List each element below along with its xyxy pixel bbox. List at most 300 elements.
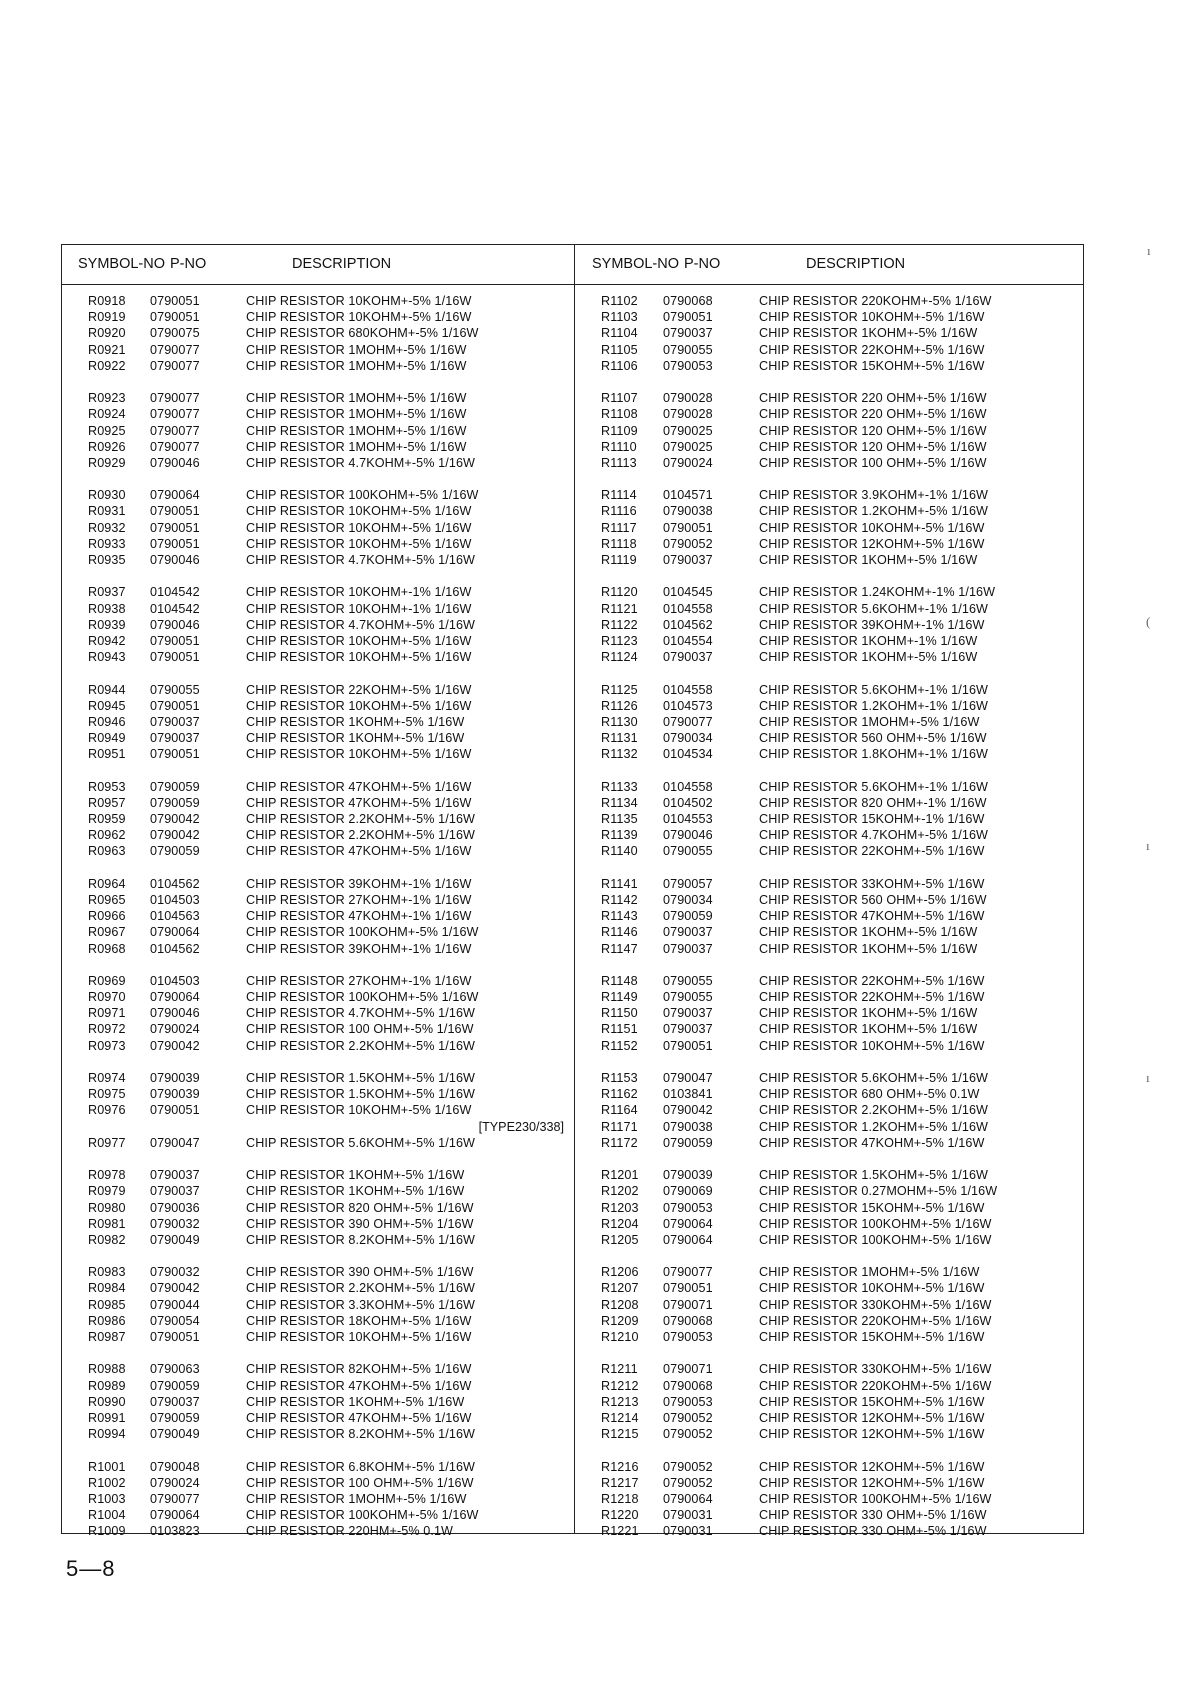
symbol-no: R1143 xyxy=(601,909,638,924)
page-number: 5—8 xyxy=(66,1556,116,1581)
description: CHIP RESISTOR 1MOHM+-5% 1/16W xyxy=(246,358,467,373)
description: CHIP RESISTOR 33KOHM+-5% 1/16W xyxy=(759,876,985,891)
description: CHIP RESISTOR 47KOHM+-5% 1/16W xyxy=(246,1378,472,1393)
table-row xyxy=(601,1410,1079,1426)
description: CHIP RESISTOR 12KOHM+-5% 1/16W xyxy=(759,1427,985,1442)
part-no: 0790034 xyxy=(663,892,713,907)
part-no: 0790051 xyxy=(150,650,200,665)
part-no: 0790064 xyxy=(663,1491,713,1506)
symbol-no: R1214 xyxy=(601,1410,639,1425)
description: CHIP RESISTOR 330KOHM+-5% 1/16W xyxy=(759,1297,992,1312)
symbol-no: R0933 xyxy=(88,536,126,551)
table-row xyxy=(601,924,1079,940)
description: CHIP RESISTOR 5.6KOHM+-5% 1/16W xyxy=(246,1135,476,1150)
symbol-no: R1141 xyxy=(601,876,638,891)
table-row xyxy=(601,1021,1079,1037)
part-no: 0790059 xyxy=(663,909,713,924)
symbol-no: R1103 xyxy=(601,310,638,325)
symbol-no: R1142 xyxy=(601,892,638,907)
table-row xyxy=(601,1183,1079,1199)
group-spacer xyxy=(88,665,566,681)
part-no: 0790077 xyxy=(150,407,200,422)
left-column xyxy=(88,293,566,1539)
part-no: 0104562 xyxy=(150,941,200,956)
table-row xyxy=(88,892,566,908)
table-row xyxy=(88,1183,566,1199)
table-row xyxy=(601,682,1079,698)
table-row xyxy=(601,827,1079,843)
table-row xyxy=(88,1102,566,1118)
description: CHIP RESISTOR 2.2KOHM+-5% 1/16W xyxy=(246,812,476,826)
symbol-no: R0926 xyxy=(88,439,126,454)
symbol-no: R1116 xyxy=(601,504,637,519)
description: CHIP RESISTOR 2.2KOHM+-5% 1/16W xyxy=(246,1281,476,1296)
table-row xyxy=(88,682,566,698)
table-row xyxy=(88,973,566,989)
part-no: 0790055 xyxy=(150,682,200,697)
symbol-no: R1220 xyxy=(601,1508,639,1523)
part-no: 0790036 xyxy=(150,1200,200,1215)
group-spacer xyxy=(601,471,1079,487)
table-row xyxy=(601,439,1079,455)
symbol-no: R0963 xyxy=(88,844,126,859)
symbol-no: R0991 xyxy=(88,1410,126,1425)
description: CHIP RESISTOR 39KOHM+-1% 1/16W xyxy=(759,617,985,632)
symbol-no: R1107 xyxy=(601,391,638,406)
group-spacer xyxy=(88,374,566,390)
part-no: 0790052 xyxy=(663,1475,713,1490)
group-spacer xyxy=(601,568,1079,584)
right-header-description: DESCRIPTION xyxy=(806,256,906,272)
symbol-no: R1104 xyxy=(601,326,638,341)
part-no: 0790051 xyxy=(150,504,200,519)
part-no: 0790055 xyxy=(663,342,713,357)
group-spacer xyxy=(88,568,566,584)
table-row xyxy=(601,455,1079,471)
description: CHIP RESISTOR 1MOHM+-5% 1/16W xyxy=(246,342,467,357)
group-spacer xyxy=(601,1054,1079,1070)
part-no: 0790032 xyxy=(150,1265,200,1280)
part-no: 0790047 xyxy=(663,1071,713,1085)
part-no: 0790038 xyxy=(663,1119,713,1134)
part-no: 0790047 xyxy=(150,1135,200,1150)
description: CHIP RESISTOR 15KOHM+-5% 1/16W xyxy=(759,1200,985,1215)
table-row xyxy=(88,698,566,714)
description: CHIP RESISTOR 1MOHM+-5% 1/16W xyxy=(246,391,467,406)
description: CHIP RESISTOR 10KOHM+-5% 1/16W xyxy=(246,633,472,648)
symbol-no: R1117 xyxy=(601,520,637,535)
symbol-no: R1106 xyxy=(601,358,638,373)
part-no: 0104571 xyxy=(663,488,713,503)
description: CHIP RESISTOR 10KOHM+-1% 1/16W xyxy=(246,585,472,600)
table-row xyxy=(601,1280,1079,1296)
symbol-no: R1001 xyxy=(88,1459,126,1474)
symbol-no: R1123 xyxy=(601,633,638,648)
description: CHIP RESISTOR 1KOHM+-5% 1/16W xyxy=(246,714,465,729)
table-row xyxy=(88,1216,566,1232)
description: CHIP RESISTOR 1MOHM+-5% 1/16W xyxy=(246,407,467,422)
part-no: 0790068 xyxy=(663,1313,713,1328)
table-row xyxy=(88,908,566,924)
part-no: 0790034 xyxy=(663,731,713,746)
symbol-no: R1139 xyxy=(601,828,638,843)
part-no: 0790051 xyxy=(150,520,200,535)
part-no: 0790048 xyxy=(150,1459,200,1474)
part-no: 0790024 xyxy=(150,1022,200,1037)
table-row xyxy=(88,924,566,940)
symbol-no: R0965 xyxy=(88,892,126,907)
part-no: 0790046 xyxy=(150,553,200,567)
symbol-no: R1217 xyxy=(601,1475,639,1490)
description: CHIP RESISTOR 3.3KOHM+-5% 1/16W xyxy=(246,1297,476,1312)
description: CHIP RESISTOR 10KOHM+-5% 1/16W xyxy=(246,310,472,325)
part-no: 0790059 xyxy=(150,1410,200,1425)
description: CHIP RESISTOR 2.2KOHM+-5% 1/16W xyxy=(246,1038,476,1053)
symbol-no: R1133 xyxy=(601,779,638,794)
group-spacer xyxy=(601,1248,1079,1264)
table-row xyxy=(601,552,1079,568)
table-row xyxy=(601,325,1079,341)
part-no: 0790032 xyxy=(150,1216,200,1231)
table-row xyxy=(88,1394,566,1410)
description: CHIP RESISTOR 3.9KOHM+-1% 1/16W xyxy=(759,488,989,503)
description: CHIP RESISTOR 12KOHM+-5% 1/16W xyxy=(759,1459,985,1474)
part-no: 0790064 xyxy=(150,488,200,503)
symbol-no: R0988 xyxy=(88,1362,126,1377)
part-no: 0790059 xyxy=(150,844,200,859)
table-row xyxy=(601,941,1079,957)
description: CHIP RESISTOR 220KOHM+-5% 1/16W xyxy=(759,1378,992,1393)
part-no: 0790064 xyxy=(150,925,200,940)
symbol-no: R0984 xyxy=(88,1281,126,1296)
part-no: 0790037 xyxy=(663,941,713,956)
description: CHIP RESISTOR 1MOHM+-5% 1/16W xyxy=(246,1491,467,1506)
symbol-no: R1125 xyxy=(601,682,638,697)
symbol-no: R1205 xyxy=(601,1232,639,1247)
table-row xyxy=(601,779,1079,795)
description: CHIP RESISTOR 1.5KOHM+-5% 1/16W xyxy=(246,1087,476,1102)
symbol-no: R0923 xyxy=(88,391,126,406)
description: CHIP RESISTOR 47KOHM+-5% 1/16W xyxy=(246,779,472,794)
right-header-pno: P-NO xyxy=(684,256,721,272)
table-row xyxy=(601,406,1079,422)
group-spacer xyxy=(88,1442,566,1458)
table-row xyxy=(601,892,1079,908)
table-row xyxy=(88,439,566,455)
part-no: 0790064 xyxy=(663,1232,713,1247)
description: CHIP RESISTOR 15KOHM+-5% 1/16W xyxy=(759,1330,985,1344)
symbol-no: R1135 xyxy=(601,812,638,826)
group-spacer xyxy=(601,1442,1079,1458)
table-row xyxy=(601,1475,1079,1491)
part-no: 0790025 xyxy=(663,439,713,454)
part-no: 0790046 xyxy=(150,455,200,470)
description: CHIP RESISTOR 2.2KOHM+-5% 1/16W xyxy=(246,828,476,843)
right-column xyxy=(601,293,1079,1539)
description: CHIP RESISTOR 1MOHM+-5% 1/16W xyxy=(759,714,980,729)
description: CHIP RESISTOR 10KOHM+-5% 1/16W xyxy=(759,1281,985,1296)
part-no: 0790049 xyxy=(150,1232,200,1247)
symbol-no: R1134 xyxy=(601,795,638,810)
table-row xyxy=(601,633,1079,649)
part-no: 0103841 xyxy=(663,1087,713,1102)
symbol-no: R1215 xyxy=(601,1427,639,1442)
part-no: 0790051 xyxy=(150,1330,200,1344)
table-row xyxy=(601,1038,1079,1054)
part-no: 0790037 xyxy=(663,650,713,665)
table-row xyxy=(601,1200,1079,1216)
description: CHIP RESISTOR 330 OHM+-5% 1/16W xyxy=(759,1508,987,1523)
part-no: 0790077 xyxy=(150,342,200,357)
symbol-no: R1213 xyxy=(601,1394,639,1409)
part-no: 0790038 xyxy=(663,504,713,519)
description: CHIP RESISTOR 22KOHM+-5% 1/16W xyxy=(759,973,985,988)
part-no: 0790077 xyxy=(150,1491,200,1506)
description: CHIP RESISTOR 100KOHM+-5% 1/16W xyxy=(759,1216,992,1231)
description: CHIP RESISTOR 12KOHM+-5% 1/16W xyxy=(759,536,985,551)
symbol-no: R0968 xyxy=(88,941,126,956)
part-no: 0790046 xyxy=(150,617,200,632)
table-row xyxy=(88,811,566,827)
description: CHIP RESISTOR 1MOHM+-5% 1/16W xyxy=(246,423,467,438)
symbol-no: R0976 xyxy=(88,1103,126,1118)
part-no: 0790055 xyxy=(663,973,713,988)
part-no: 0104553 xyxy=(663,812,713,826)
table-row xyxy=(601,1361,1079,1377)
table-row xyxy=(88,390,566,406)
table-row xyxy=(601,876,1079,892)
part-no: 0790051 xyxy=(150,536,200,551)
symbol-no: R1114 xyxy=(601,488,637,503)
group-spacer xyxy=(88,1248,566,1264)
symbol-no: R1204 xyxy=(601,1216,639,1231)
symbol-no: R0977 xyxy=(88,1135,126,1150)
part-no: 0790059 xyxy=(663,1135,713,1150)
table-row xyxy=(601,714,1079,730)
symbol-no: R1207 xyxy=(601,1281,639,1296)
symbol-no: R1152 xyxy=(601,1038,638,1053)
part-no: 0104554 xyxy=(663,633,713,648)
table-row xyxy=(88,1005,566,1021)
description: CHIP RESISTOR 1KOHM+-5% 1/16W xyxy=(246,1184,465,1199)
description: CHIP RESISTOR 5.6KOHM+-1% 1/16W xyxy=(759,601,989,616)
description: CHIP RESISTOR 220HM+-5% 0.1W xyxy=(246,1524,454,1539)
part-no: 0104558 xyxy=(663,601,713,616)
description: CHIP RESISTOR 47KOHM+-1% 1/16W xyxy=(246,909,472,924)
description: CHIP RESISTOR 27KOHM+-1% 1/16W xyxy=(246,973,472,988)
symbol-no: R0931 xyxy=(88,504,126,519)
scan-mark: ı xyxy=(1147,243,1151,258)
symbol-no: R1153 xyxy=(601,1071,638,1085)
part-no: 0790024 xyxy=(150,1475,200,1490)
symbol-no: R0994 xyxy=(88,1427,126,1442)
part-no: 0790068 xyxy=(663,294,713,308)
symbol-no: R1126 xyxy=(601,698,638,713)
table-row xyxy=(601,730,1079,746)
table-row xyxy=(88,730,566,746)
symbol-no: R1132 xyxy=(601,747,638,762)
part-no: 0790042 xyxy=(150,828,200,843)
table-row xyxy=(601,487,1079,503)
symbol-no: R1211 xyxy=(601,1362,638,1377)
part-no: 0790077 xyxy=(663,1265,713,1280)
table-row xyxy=(88,1361,566,1377)
table-row xyxy=(88,1021,566,1037)
description: CHIP RESISTOR 1.8KOHM+-1% 1/16W xyxy=(759,747,989,762)
symbol-no: R1121 xyxy=(601,601,638,616)
description: CHIP RESISTOR 12KOHM+-5% 1/16W xyxy=(759,1410,985,1425)
scan-mark: ı xyxy=(1146,1070,1150,1085)
part-no: 0790053 xyxy=(663,1394,713,1409)
part-no: 0790077 xyxy=(150,358,200,373)
part-no: 0790037 xyxy=(663,1006,713,1021)
description: CHIP RESISTOR 100 OHM+-5% 1/16W xyxy=(246,1022,474,1037)
description: CHIP RESISTOR 22KOHM+-5% 1/16W xyxy=(759,844,985,859)
table-row xyxy=(88,325,566,341)
part-no: 0790037 xyxy=(663,326,713,341)
table-row xyxy=(88,1507,566,1523)
table-row xyxy=(601,1119,1079,1135)
table-row xyxy=(601,698,1079,714)
description: CHIP RESISTOR 1KOHM+-5% 1/16W xyxy=(759,941,978,956)
part-no: 0790063 xyxy=(150,1362,200,1377)
symbol-no: R0974 xyxy=(88,1071,126,1085)
part-no: 0790037 xyxy=(150,1168,200,1183)
description: CHIP RESISTOR 6.8KOHM+-5% 1/16W xyxy=(246,1459,476,1474)
symbol-no: R0962 xyxy=(88,828,126,843)
table-row xyxy=(601,390,1079,406)
table-row xyxy=(88,520,566,536)
symbol-no: R1210 xyxy=(601,1330,639,1344)
symbol-no: R1003 xyxy=(88,1491,126,1506)
description: CHIP RESISTOR 1KOHM+-5% 1/16W xyxy=(759,1022,978,1037)
description: CHIP RESISTOR 100KOHM+-5% 1/16W xyxy=(246,925,479,940)
symbol-no: R1206 xyxy=(601,1265,639,1280)
table-row xyxy=(601,309,1079,325)
symbol-no: R0969 xyxy=(88,973,126,988)
description: CHIP RESISTOR 8.2KOHM+-5% 1/16W xyxy=(246,1232,476,1247)
symbol-no: R1164 xyxy=(601,1103,638,1118)
symbol-no: R1146 xyxy=(601,925,638,940)
symbol-no: R0944 xyxy=(88,682,126,697)
table-row xyxy=(88,714,566,730)
table-row xyxy=(601,1135,1079,1151)
symbol-no: R1004 xyxy=(88,1508,126,1523)
description: CHIP RESISTOR 220KOHM+-5% 1/16W xyxy=(759,1313,992,1328)
left-header-pno: P-NO xyxy=(170,256,207,272)
description: CHIP RESISTOR 1MOHM+-5% 1/16W xyxy=(246,439,467,454)
symbol-no: R1130 xyxy=(601,714,638,729)
part-no: 0790051 xyxy=(150,698,200,713)
table-row xyxy=(601,973,1079,989)
symbol-no: R1202 xyxy=(601,1184,639,1199)
table-row xyxy=(88,1297,566,1313)
symbol-no: R0986 xyxy=(88,1313,126,1328)
symbol-no: R0929 xyxy=(88,455,126,470)
part-no: 0790077 xyxy=(150,439,200,454)
right-header-symbol: SYMBOL-NO xyxy=(592,256,680,272)
part-no: 0790037 xyxy=(150,1184,200,1199)
symbol-no: R0971 xyxy=(88,1006,126,1021)
description: CHIP RESISTOR 39KOHM+-1% 1/16W xyxy=(246,876,472,891)
part-no: 0790037 xyxy=(663,925,713,940)
description: CHIP RESISTOR 1KOHM+-5% 1/16W xyxy=(246,1168,465,1183)
part-no: 0790042 xyxy=(150,812,200,826)
description: CHIP RESISTOR 10KOHM+-5% 1/16W xyxy=(246,698,472,713)
description: CHIP RESISTOR 18KOHM+-5% 1/16W xyxy=(246,1313,472,1328)
description: CHIP RESISTOR 100 OHM+-5% 1/16W xyxy=(759,455,987,470)
description: CHIP RESISTOR 10KOHM+-5% 1/16W xyxy=(759,310,985,325)
symbol-no: R1119 xyxy=(601,553,637,567)
table-row xyxy=(88,1038,566,1054)
table-row xyxy=(88,989,566,1005)
symbol-no: R1147 xyxy=(601,941,638,956)
description: CHIP RESISTOR 10KOHM+-5% 1/16W xyxy=(246,536,472,551)
symbol-no: R1162 xyxy=(601,1087,638,1102)
symbol-no: R1221 xyxy=(601,1524,639,1539)
group-spacer xyxy=(601,860,1079,876)
table-row xyxy=(601,908,1079,924)
symbol-no: R0924 xyxy=(88,407,126,422)
part-no: 0790059 xyxy=(150,779,200,794)
part-no: 0790037 xyxy=(150,1394,200,1409)
table-row xyxy=(88,423,566,439)
table-row xyxy=(88,552,566,568)
description: CHIP RESISTOR 100KOHM+-5% 1/16W xyxy=(246,488,479,503)
symbol-no: R1110 xyxy=(601,439,637,454)
symbol-no: R0972 xyxy=(88,1022,126,1037)
part-no: 0790042 xyxy=(150,1281,200,1296)
table-row xyxy=(88,342,566,358)
part-no: 0790051 xyxy=(150,747,200,762)
symbol-no: R1216 xyxy=(601,1459,639,1474)
part-no: 0790064 xyxy=(150,1508,200,1523)
description: CHIP RESISTOR 4.7KOHM+-5% 1/16W xyxy=(246,553,476,567)
table-row xyxy=(601,1232,1079,1248)
symbol-no: R0973 xyxy=(88,1038,126,1053)
description: CHIP RESISTOR 100KOHM+-5% 1/16W xyxy=(759,1491,992,1506)
group-spacer xyxy=(88,957,566,973)
scan-mark: ( xyxy=(1146,614,1151,629)
table-row xyxy=(601,1070,1079,1086)
symbol-no: R0983 xyxy=(88,1265,126,1280)
table-row xyxy=(601,649,1079,665)
table-row xyxy=(88,779,566,795)
table-row xyxy=(88,406,566,422)
part-no: 0790052 xyxy=(663,1427,713,1442)
symbol-no: R0930 xyxy=(88,488,126,503)
description: CHIP RESISTOR 4.7KOHM+-5% 1/16W xyxy=(246,455,476,470)
part-no: 0790044 xyxy=(150,1297,200,1312)
description: CHIP RESISTOR 1.2KOHM+-1% 1/16W xyxy=(759,698,989,713)
description: CHIP RESISTOR 220 OHM+-5% 1/16W xyxy=(759,391,987,406)
part-no: 0790028 xyxy=(663,391,713,406)
group-spacer xyxy=(88,471,566,487)
symbol-no: R0919 xyxy=(88,310,126,325)
description: CHIP RESISTOR 1KOHM+-5% 1/16W xyxy=(246,731,465,746)
table-row xyxy=(88,876,566,892)
description: CHIP RESISTOR 1KOHM+-5% 1/16W xyxy=(759,650,978,665)
symbol-no: R0985 xyxy=(88,1297,126,1312)
part-no: 0790051 xyxy=(663,310,713,325)
description: CHIP RESISTOR 22KOHM+-5% 1/16W xyxy=(759,990,985,1005)
symbol-no: R0980 xyxy=(88,1200,126,1215)
part-no: 0790031 xyxy=(663,1508,713,1523)
part-no: 0104503 xyxy=(150,973,200,988)
symbol-no: R0959 xyxy=(88,812,126,826)
symbol-no: R1122 xyxy=(601,617,638,632)
description: CHIP RESISTOR 1KOHM+-5% 1/16W xyxy=(759,925,978,940)
